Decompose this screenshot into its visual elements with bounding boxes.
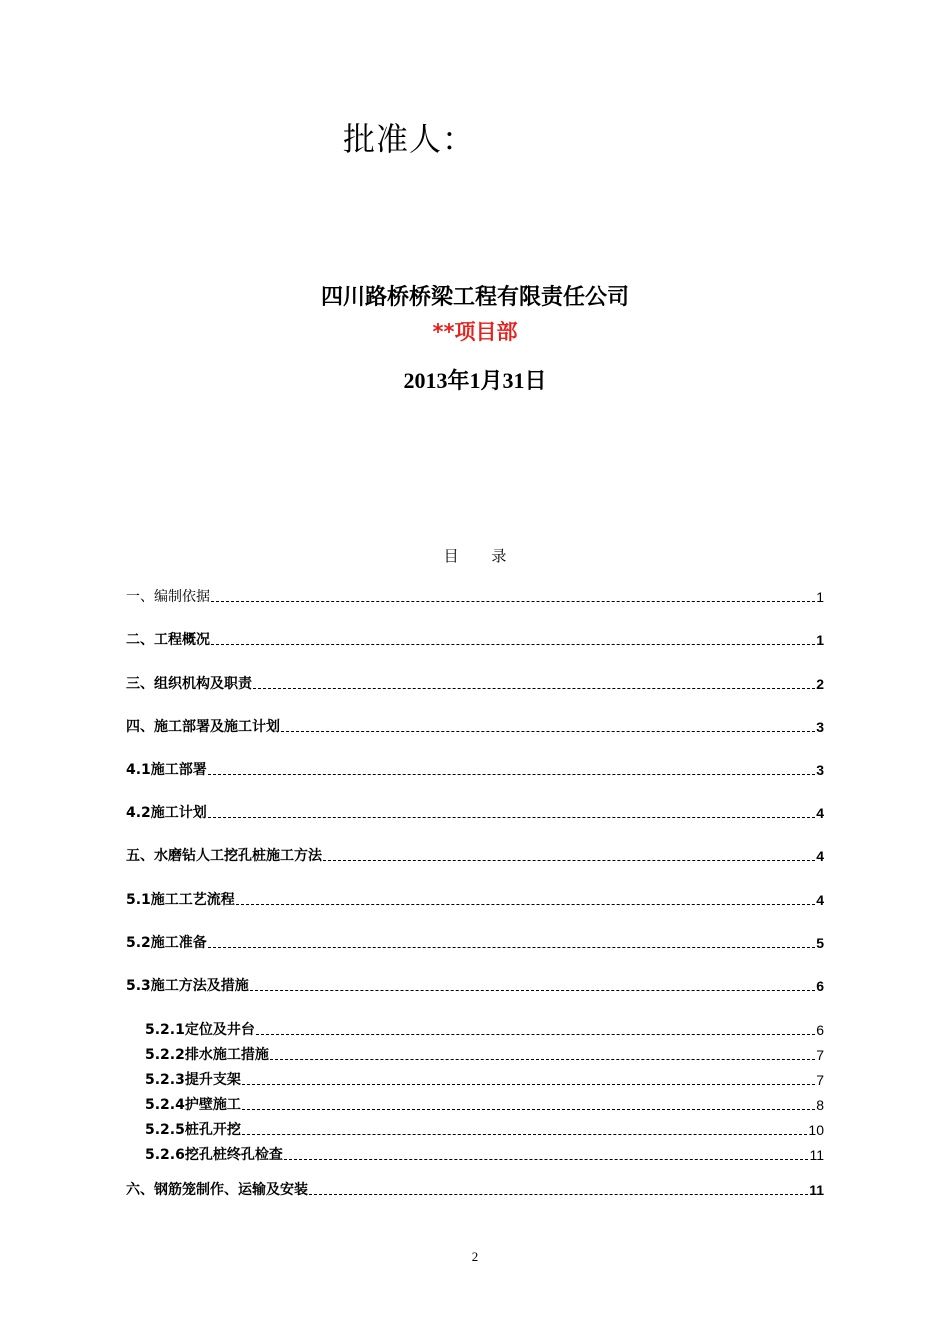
toc-entry-page: 8 (816, 1097, 824, 1113)
toc-entry-label: 二、工程概况 (126, 632, 210, 648)
toc-leader (281, 730, 815, 732)
toc-entry-page: 6 (816, 1022, 824, 1038)
toc-title: 目 录 (443, 547, 521, 565)
toc-leader (256, 1033, 815, 1035)
toc-leader (242, 1083, 815, 1085)
toc-entry-label: 五、水磨钻人工挖孔桩施工方法 (126, 848, 322, 864)
toc-leader (270, 1058, 815, 1060)
toc-entry-label: 六、钢筋笼制作、运输及安装 (126, 1182, 308, 1198)
toc-entry-label: 4.1施工部署 (126, 762, 207, 778)
toc-entry[interactable] (145, 1147, 824, 1164)
toc-entry-label: 一、编制依据 (126, 589, 210, 605)
toc-entry-page: 7 (816, 1047, 824, 1063)
toc-entry-label: 三、组织机构及职责 (126, 676, 252, 692)
company-name: 四川路桥桥梁工程有限责任公司 (320, 285, 629, 310)
toc-entry-page: 4 (816, 892, 824, 908)
page-number: 2 (471, 1249, 479, 1264)
toc-entry[interactable] (145, 1022, 824, 1039)
toc-leader (323, 859, 815, 861)
toc-entry-page: 6 (816, 978, 824, 994)
toc-entry-page: 11 (809, 1182, 824, 1198)
toc-entry[interactable] (126, 805, 824, 822)
toc-leader (284, 1158, 809, 1160)
toc-entry-page: 4 (816, 848, 824, 864)
toc-entry-page: 10 (808, 1122, 824, 1138)
toc-entry[interactable] (126, 719, 824, 736)
toc-entry-label: 四、施工部署及施工计划 (126, 719, 280, 735)
toc-entry-page: 1 (816, 589, 824, 605)
toc-leader (250, 989, 815, 991)
toc-entry[interactable] (126, 978, 824, 995)
toc-entry[interactable] (126, 935, 824, 952)
toc-entry-page: 3 (816, 762, 824, 778)
toc-entry[interactable] (126, 1182, 824, 1199)
toc-entry-label: 5.2施工准备 (126, 935, 207, 951)
toc-entry-label: 5.1施工工艺流程 (126, 892, 235, 908)
toc-entry-label: 5.2.6挖孔桩终孔检查 (145, 1147, 283, 1163)
toc-leader (211, 600, 815, 602)
toc-entry-label: 5.2.5桩孔开挖 (145, 1122, 241, 1138)
toc-entry-page: 2 (816, 676, 824, 692)
toc-leader (309, 1193, 808, 1195)
document-date: 2013年1月31日 (403, 368, 547, 393)
toc-entry[interactable] (126, 676, 824, 693)
toc-entry-label: 4.2施工计划 (126, 805, 207, 821)
toc-entry[interactable] (126, 589, 824, 606)
approver-label: 批准人： (343, 120, 476, 158)
toc-entry[interactable] (145, 1097, 824, 1114)
toc-leader (208, 946, 815, 948)
toc-entry-label: 5.3施工方法及措施 (126, 978, 249, 994)
toc-entry-page: 3 (816, 719, 824, 735)
toc-entry-page: 4 (816, 805, 824, 821)
toc-entry[interactable] (145, 1047, 824, 1064)
toc-entry-page: 1 (816, 632, 824, 648)
toc-leader (253, 687, 815, 689)
toc-entry[interactable] (126, 892, 824, 909)
toc-leader (242, 1108, 815, 1110)
toc-entry-label: 5.2.4护壁施工 (145, 1097, 241, 1113)
toc-entry-page: 7 (816, 1072, 824, 1088)
toc-entry-page: 11 (809, 1147, 824, 1163)
toc-entry[interactable] (126, 762, 824, 779)
toc-entry-label: 5.2.2排水施工措施 (145, 1047, 269, 1063)
toc-entry-label: 5.2.3提升支架 (145, 1072, 241, 1088)
toc-leader (236, 903, 815, 905)
toc-leader (211, 643, 815, 645)
toc-entry[interactable] (145, 1122, 824, 1139)
toc-entry-page: 5 (816, 935, 824, 951)
toc-leader (208, 773, 815, 775)
toc-leader (242, 1133, 808, 1135)
toc-entry-label: 5.2.1定位及井台 (145, 1022, 255, 1038)
toc-leader (208, 816, 815, 818)
toc-entry[interactable] (126, 848, 824, 865)
project-department: **项目部 (432, 320, 518, 344)
toc-entry[interactable] (126, 632, 824, 649)
toc-entry[interactable] (145, 1072, 824, 1089)
